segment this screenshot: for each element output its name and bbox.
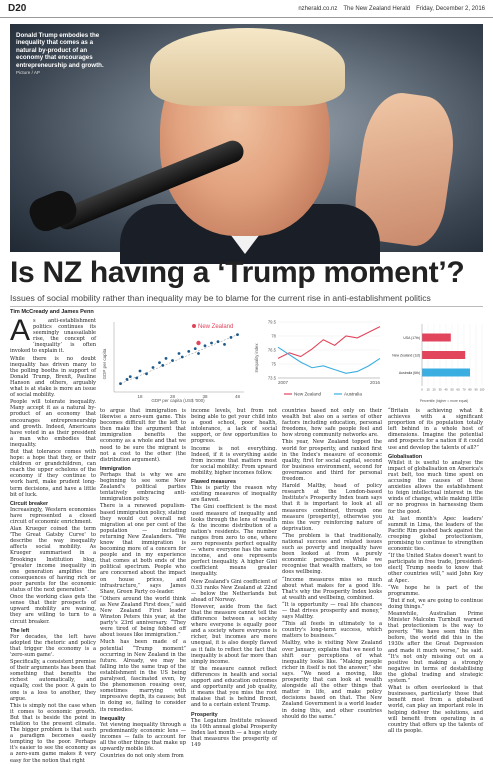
line-chart (254, 316, 384, 404)
bar-x-tick: 20 (432, 387, 436, 392)
scatter-point (129, 375, 132, 378)
paragraph: “This all feeds in ultimately to a country's long-term success, which matters to business.” (282, 621, 382, 640)
scatter-point (230, 336, 233, 339)
drop-cap: A (10, 314, 31, 347)
scatter-plot (100, 316, 250, 404)
subheading: Flawed measures (191, 479, 236, 486)
paragraph: Maltby, who is visiting New Zealand over January, explains that we need to shift our perceptions of what inequality looks like. “Making people richer in itself is not the answer,” she says. “We need a moving, like prosperity that can look at wealth alongside all the other things that matter in life, and make policy decisions based on that. The New Zealand Government is a world leader in doing this, and other countries should do the same.” (282, 640, 382, 720)
scatter-point (161, 364, 164, 367)
paragraph: Meanwhile, Australian Prime Minister Malcolm Turnbull warned that protectionism is the way to poverty. “We have seen this film before, the world did this in the 1930s after the Great Depression and made it much worse,” he said. “It's not only missing out on a positive but making a strongly negative in terms of destabilising the global trading and strategic system.” (388, 611, 483, 685)
issue-date: Friday, December 2, 2016 (416, 5, 485, 12)
bar-x-tick: 0 (421, 387, 423, 392)
article-column-5 (388, 408, 483, 734)
scatter-point (139, 370, 142, 373)
bar (422, 334, 451, 342)
topbar-meta (298, 6, 485, 12)
scatter-point (223, 343, 226, 346)
line-series-1 (278, 347, 380, 373)
paragraph: If the measure cannot reflect differences in health and social support and education outcomes and opportunity and job quality, it means that you miss the root malaise that is behind Brexit, and to a certain extent Trump. (191, 665, 277, 709)
subheading: Immigration (100, 465, 131, 472)
paragraph: However, aside from the fact that the measure cannot tell the difference between a society where everyone is equally poor and a society where everyone is richer, but incomes are more unequal, it is also deeply flawed as it fails to reflect the fact that inequality is about far more than simply income. (191, 603, 277, 665)
scatter-point (197, 352, 200, 355)
bar-chart (388, 316, 484, 404)
scatter-highlight-point (196, 341, 200, 345)
paragraph: Increasingly, Western economies have represented a closed circuit of economic enrichment. (10, 506, 96, 525)
photo-hair (150, 28, 345, 106)
line-y-tick: 79.5 (267, 319, 276, 325)
line-legend-label: Australia (344, 391, 362, 397)
paragraph: “The problem is that traditionally, national success and related issues such as poverty and inequality have been looked at from a purely economic perspective. While we recognise that wealth matters, so too does wellbeing. (282, 532, 382, 576)
article-column-3 (191, 408, 277, 748)
paragraph: “Others around the world think as New Zealand First does,” said New Zealand First leader Winston Peters this year, at the party's 23rd anniversary. “They were tired of being fobbed off about issues like immigration.” (100, 595, 186, 639)
scatter-point (165, 357, 168, 360)
paragraph: People will tolerate inequality. Many accept it as a natural by-product of an economy that encourages entrepreneurship and growth. Indeed, Americans have voted in as their president a man who embodies that inequality. (10, 399, 96, 448)
paragraph: “If the United States doesn't want to participate in free trade, [president-elect] Trump needs to know that other countries will,” said John Key at Apec. (388, 553, 483, 584)
subheading: Inequality (100, 715, 126, 722)
photo-caption-text: Donald Trump embodies the inequality that comes as a natural by-product of an economy that encourages entrepreneurship and growth. (16, 32, 104, 69)
bar-x-tick: 80 (468, 387, 472, 392)
scatter-x-tick: 18 (137, 394, 143, 399)
section-code: D20 (8, 3, 27, 14)
bar-category-label: USA (17th) (403, 335, 420, 340)
paragraph: At last month's Apec leaders' summit in Lima, the leaders of the Pacific Rim pushed back against the creeping global protectionism, promising to continue to strengthen economic ties. (388, 515, 483, 553)
bar-x-tick: 100 (479, 387, 485, 392)
photo-credit: Picture / AP (16, 70, 41, 76)
bar (422, 351, 465, 359)
paragraph: countries based not only on their wealth but also on a series of other factors including education, personal freedoms, how safe people feel and how strong community networks are. (282, 408, 382, 439)
paragraph: Harold Maltby, head of policy research at the London-based Institute's Prosperity Index team says that it is important to look at all measures combined, through one measure (prosperity), otherwise you miss the very reinforcing nature of deprivation. (282, 483, 382, 532)
scatter-x-tick: 48 (234, 394, 241, 399)
paragraph: to argue that immigration is likewise a zero-sum game. This becomes difficult for the left to then make the argument that immigration benefits the economy as a whole and that we need to be sure the migrant is not a cost to the other (the distribution argument). (100, 408, 186, 463)
paragraph: This year, New Zealand topped the world for prosperity, and ranked first in the Index's measure of economic quality, first for social capital, second for business environment, second for governance and third for personal freedom. (282, 439, 382, 483)
subheading: The left (10, 627, 30, 634)
subheading: Prosperity (191, 711, 218, 718)
scatter-point (204, 344, 207, 347)
scatter-highlight-label: New Zealand (198, 324, 234, 330)
scatter-point (119, 382, 122, 385)
paragraph: “Britain is achieving what it achieves with a significant proportion of its population totally left behind in a whole host of dimensions. Imagine the potential and prospects for a nation if it could use and develop the talents of all?” (388, 408, 483, 451)
scatter-ylabel: GDP per capita (102, 348, 107, 380)
bar-x-tick: 60 (456, 387, 460, 392)
paragraph: Alan Krueger coined the term 'The Great Gatsby Curve' to describe the way inequality affects social mobility. As Krueger summarised in a Brookings Institution blog, “greater income inequality in one generation amplifies the consequences of having rich or poor parents for the economic status of the next generation”. (10, 526, 96, 594)
article-column-2 (100, 408, 186, 760)
lead-paragraph (10, 314, 96, 355)
scatter-x-tick: 38 (202, 394, 208, 399)
subheading: Globalisation (388, 453, 423, 460)
line-y-tick: 76.5 (267, 347, 276, 353)
byline: Tim McCready and James Penn (10, 309, 94, 315)
paragraph: While there is no doubt inequality has driven many to the polling booths in support of Donald Trump, Brexit, Pauline Hanson and others, arguably what is at stake is more an issue of social mobility. (10, 355, 96, 399)
paragraph: For decades, the left have adopted the rhetoric and policy that trigger the economy is a 'zero-sum game'. (10, 633, 96, 658)
paragraph: Yet viewing inequality through a predominantly economic lens — incomes — fails to account for all the other things that make up upwardly mobile life. (100, 721, 186, 753)
line-legend-label: New Zealand (294, 391, 322, 397)
paragraph: Perhaps that is why we are beginning to see some New Zealand's political parties tentatively embracing anti-immigration policy. (100, 471, 186, 503)
scatter-xlabel: GDP per capita (US$ '000) (151, 398, 205, 403)
top-bar (0, 0, 493, 18)
scatter-point (152, 366, 155, 369)
article-column-1 (10, 314, 96, 764)
lead-photo (10, 24, 483, 252)
line-y-tick: 78 (271, 333, 276, 339)
paragraph: This is simply not the case when it comes to economic growth. But that is beside the point in relation to the present climate. The bigger problem is that such a paradigm becomes easily tempting to the poor. Perhaps it's easier to see the economy as a zero-sum game makes it very easy for the notion that right (10, 702, 96, 764)
bar-x-tick: 30 (438, 387, 442, 392)
paragraph: There is a renewed populism-based immigration policy, stating they would cut overall net migration at one per cent of the population — including returning New Zealanders. “We know that immigration is becoming more of a concern for people and in my experience that comes at both ends of the political spectrum. People who are concerned about the impact on house prices, and infrastructure,” says James Shaw, Green Party co-leader. (100, 503, 186, 595)
paragraph: What is often overlooked is that businesses, particularly those that benefit most from a globalised world, can play an important role in helping deliver the solutions, and will benefit from operating in a country that offers up the talents of all its people. (388, 685, 483, 734)
headline: Is NZ having a ‘Trump moment’? (10, 256, 465, 289)
paper-name: The New Zealand Herald (343, 5, 411, 12)
photo-caption (16, 32, 104, 76)
bar-x-tick: 70 (462, 387, 466, 392)
line-x-tick: 2007 (278, 380, 289, 385)
scatter-point (181, 356, 184, 359)
divider (10, 306, 483, 307)
bar-xlabel: Percentile (higher = more equal) (419, 399, 469, 403)
paragraph: New Zealand's Gini coefficient of 0.33 ranks New Zealand at 22nd — below the Netherlands but ahead of Norway. (191, 578, 277, 603)
line-ylabel: Inequality index (254, 343, 259, 373)
paragraph: But that tolerance comes with hope: a hope that they, or their children or grandchildren, can reach the upper echelons of the economy if they continue to work hard, make prudent long-term decisions, and have a little bit of luck. (10, 448, 96, 498)
scatter-point (126, 378, 129, 381)
scatter-chart (100, 316, 250, 404)
scatter-point (158, 361, 161, 364)
scatter-point (187, 350, 190, 353)
bar-x-tick: 10 (426, 387, 430, 392)
bar-category-label: New Zealand (1st) (392, 353, 420, 358)
scatter-legend-marker (192, 324, 196, 328)
scatter-point (236, 333, 239, 336)
paragraph: This is partly the reason why existing measures of inequality are flawed. (191, 485, 277, 504)
subheading: Circuit breaker (10, 500, 49, 507)
scatter-point (217, 340, 220, 343)
scatter-point (210, 342, 213, 345)
scatter-point (135, 377, 138, 380)
line-x-tick: 2016 (369, 380, 380, 385)
scatter-x-tick: 28 (169, 394, 176, 399)
paragraph: The Gini coefficient is the most used measure of inequality and looks through the lens of wealth & the income distribution of a nation's residents. The number ranges from zero to one, where zero represents perfect equality — where everyone has the same income, and one represents perfect inequality. A higher Gini coefficient means greater inequality. (191, 504, 277, 578)
paragraph: Specifically, a consistent premise of their arguments has been that something that benefits the richest automatically, and equally, cost the poor. A gain to one is a loss to another, they argue. (10, 659, 96, 702)
paragraph: “It is opportunity — real life chances — that drives prosperity and money,” says Maltby. (282, 601, 382, 621)
scatter-point (171, 359, 174, 362)
site-url[interactable]: nzherald.co.nz (298, 5, 338, 12)
line-plot (254, 316, 384, 404)
paragraph: The Legatum Institute released its 10th annual global Prosperity Index last month — a huge study that measures the prosperity of 149 (191, 717, 277, 748)
scatter-point (145, 372, 148, 375)
bar-category-label: Australia (6th) (398, 370, 420, 375)
line-y-tick: 73.5 (267, 375, 276, 381)
paragraph: “Income measures miss so much about what makes for a good life. That's why the Prosperity Index looks at wealth and wellbeing, combined. (282, 576, 382, 601)
standfirst: Issues of social mobility rather than inequality may be to blame for the current rise in anti-establishment politics (10, 293, 431, 303)
bar-x-tick: 50 (450, 387, 454, 392)
article-column-4 (282, 408, 382, 720)
paragraph: “But if not, we are going to continue doing things.” (388, 597, 483, 610)
paragraph: Much has been made of a potential “Trump moment” occurring in New Zealand in the future. Already, we may be falling into the same trap of the establishment in the US being paralysed, fascinated even, by the phenomenon rousing over, sometimes marrying with impressive depth, its causes; but in doing so, failing to consider its remedies. (100, 639, 186, 713)
paragraph: Once the working class gets the sense that their prospects of upward mobility are waning, they are willing to turn to a circuit breaker. (10, 594, 96, 625)
paragraph: “We hope he is part of the programme. (388, 584, 483, 597)
paragraph: income levels, but from not being able to get your child into a good school, poor health, intolerance, a lack of social support, or few opportunities to progress. (191, 408, 277, 445)
scatter-trend-line (121, 335, 238, 384)
bar (422, 369, 470, 377)
bar-x-tick: 90 (474, 387, 478, 392)
paragraph: Countries do not only stem from (100, 753, 184, 760)
scatter-point (178, 352, 181, 355)
paragraph: Income is not everything. Indeed, if it is everything aside from income that matters most for social mobility: From upward mobility, higher incomes follow. (191, 445, 277, 476)
line-y-tick: 75 (271, 361, 276, 367)
paragraph: Whilst it is useful to analyse the impact of globalisation on America's rust belt, too much time spent on accusing the causes of these anxieties allows the establishment to feign intellectual interest in the winds of change, while making little or no progress in harnessing them for the good. (388, 459, 483, 515)
bar-plot (388, 316, 484, 404)
lead-text: s anti-establishment politics continues its seemingly unassailable rise, the concept of ‘inequality’ is often invoked to explain it. (10, 318, 96, 355)
line-series-0 (278, 327, 380, 359)
bar-x-tick: 40 (444, 387, 448, 392)
scatter-point (194, 347, 197, 350)
